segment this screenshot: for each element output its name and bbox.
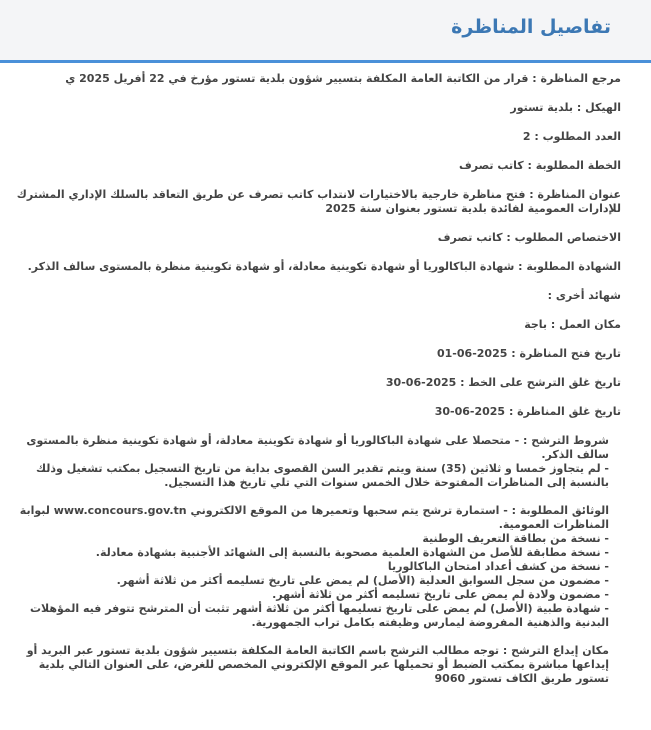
field-online-close-date <box>15 376 621 390</box>
field-value: كاتب تصرف <box>437 231 503 244</box>
field-label: مكان العمل : <box>550 318 621 331</box>
field-label: تاريخ فتح المناظرة : <box>511 347 621 360</box>
documents-line: - نسخة من بطاقة التعريف الوطنية <box>422 532 609 545</box>
field-label: الشهادة المطلوبة : <box>518 260 621 273</box>
conditions-label: شروط الترشح : <box>523 434 609 447</box>
field-label: مرجع المناظرة : <box>532 72 621 85</box>
documents-line: - شهادة طبية (الأصل) لم يمض على تاريخ تسليمها أكثر من ثلاثة أشهر تثبت أن المترشح تتوفر فيه المؤهلات البدنية والذهنية المفروضة ليمارس وظيفته بكامل تراب الجمهورية. <box>29 602 609 629</box>
field-label: الاختصاص المطلوب : <box>506 231 621 244</box>
field-value: بلدية تستور <box>510 101 574 114</box>
conditions-line: - لم يتجاوز خمسا و ثلاثين (35) سنة ويتم تقدير السن القصوى بداية من تاريخ التسجيل بمكتب تشغيل وذلك بالنسبة إلى المناظرات المفتوحة خلال الخمس سنوات التي تلي تاريخ هذا التسجيل. <box>36 462 609 489</box>
field-label: تاريخ غلق المناظرة : <box>508 405 621 418</box>
field-value: 2025-06-30 <box>434 405 506 418</box>
deposit-text: توجه مطالب الترشح باسم الكاتبة العامة المكلفة بتسيير شؤون بلدية تستور عبر البريد أو إيداعها مباشرة بمكتب الضبط أو تحميلها عبر الموقع الإلكتروني المخصص للغرض، على العنوان التالي بلدية تستور طريق الكاف تستور 9060 <box>26 644 609 685</box>
documents-line: - مضمون ولادة لم يمض على تاريخ تسليمه أكثر من ثلاثة أشهر. <box>272 588 609 601</box>
field-label: تاريخ غلق الترشح على الخط : <box>460 376 621 389</box>
field-label: الهيكل : <box>576 101 621 114</box>
field-value: 2 <box>522 130 531 143</box>
field-specialty <box>15 231 621 245</box>
deposit-label: مكان إيداع الترشح : <box>502 644 609 657</box>
field-reference <box>15 72 621 86</box>
field-value: فتح مناظرة خارجية بالاختيارات لانتداب كاتب تصرف عن طريق التعاقد بالسلك الإداري المشترك للإدارات العمومية لفائدة بلدية تستور بعنوان سنة 2025 <box>16 188 621 215</box>
documents-label: الوثائق المطلوبة : <box>511 504 609 517</box>
field-workplace <box>15 318 621 332</box>
field-value: شهادة الباكالوريا أو شهادة تكوينية معادلة، أو شهادة تكوينية منظرة بالمستوى سالف الذكر. <box>27 260 515 273</box>
deposit-paragraph <box>15 644 609 686</box>
competition-details <box>15 72 621 700</box>
field-other-certificates <box>15 289 621 303</box>
documents-text: - استمارة ترشح يتم سحبها وتعميرها من الموقع الالكتروني www.concours.gov.tn لبوابة المناظرات العمومية. <box>19 504 609 531</box>
page-title: تفاصيل المناظرة <box>451 16 611 38</box>
conditions-section <box>15 434 621 490</box>
field-diploma <box>15 260 621 274</box>
documents-line: - نسخة مطابقة للأصل من الشهادة العلمية مصحوبة بالنسبة إلى الشهائد الأجنبية بشهادة معادلة. <box>95 546 609 559</box>
field-value: 2025-06-30 <box>385 376 457 389</box>
field-title <box>15 188 621 216</box>
conditions-line <box>15 434 609 462</box>
field-label: الخطة المطلوبة : <box>527 159 621 172</box>
field-value: قرار من الكاتبة العامة المكلفة بتسيير شؤون بلدية تستور مؤرخ في 22 أفريل 2025 ي <box>65 72 529 85</box>
field-value: باجة <box>524 318 548 331</box>
conditions-text: - متحصلا على شهادة الباكالوريا أو شهادة تكوينية معادلة، أو شهادة تكوينية منظرة بالمستوى سالف الذكر. <box>26 434 609 461</box>
field-label: عنوان المناظرة : <box>529 188 621 201</box>
field-structure <box>15 101 621 115</box>
field-close-date <box>15 405 621 419</box>
field-count <box>15 130 621 144</box>
documents-line <box>15 504 609 532</box>
deposit-section <box>15 644 621 686</box>
field-value: كاتب تصرف <box>458 159 524 172</box>
field-value: 2025-06-01 <box>436 347 508 360</box>
field-position <box>15 159 621 173</box>
documents-line: - نسخة من كشف أعداد امتحان الباكالوريا <box>387 560 609 573</box>
documents-section <box>15 504 621 630</box>
field-label: العدد المطلوب : <box>534 130 621 143</box>
field-open-date <box>15 347 621 361</box>
field-label: شهائد أخرى : <box>547 289 621 302</box>
documents-line: - مضمون من سجل السوابق العدلية (الأصل) لم يمض على تاريخ تسليمه أكثر من ثلاثة أشهر. <box>116 574 609 587</box>
